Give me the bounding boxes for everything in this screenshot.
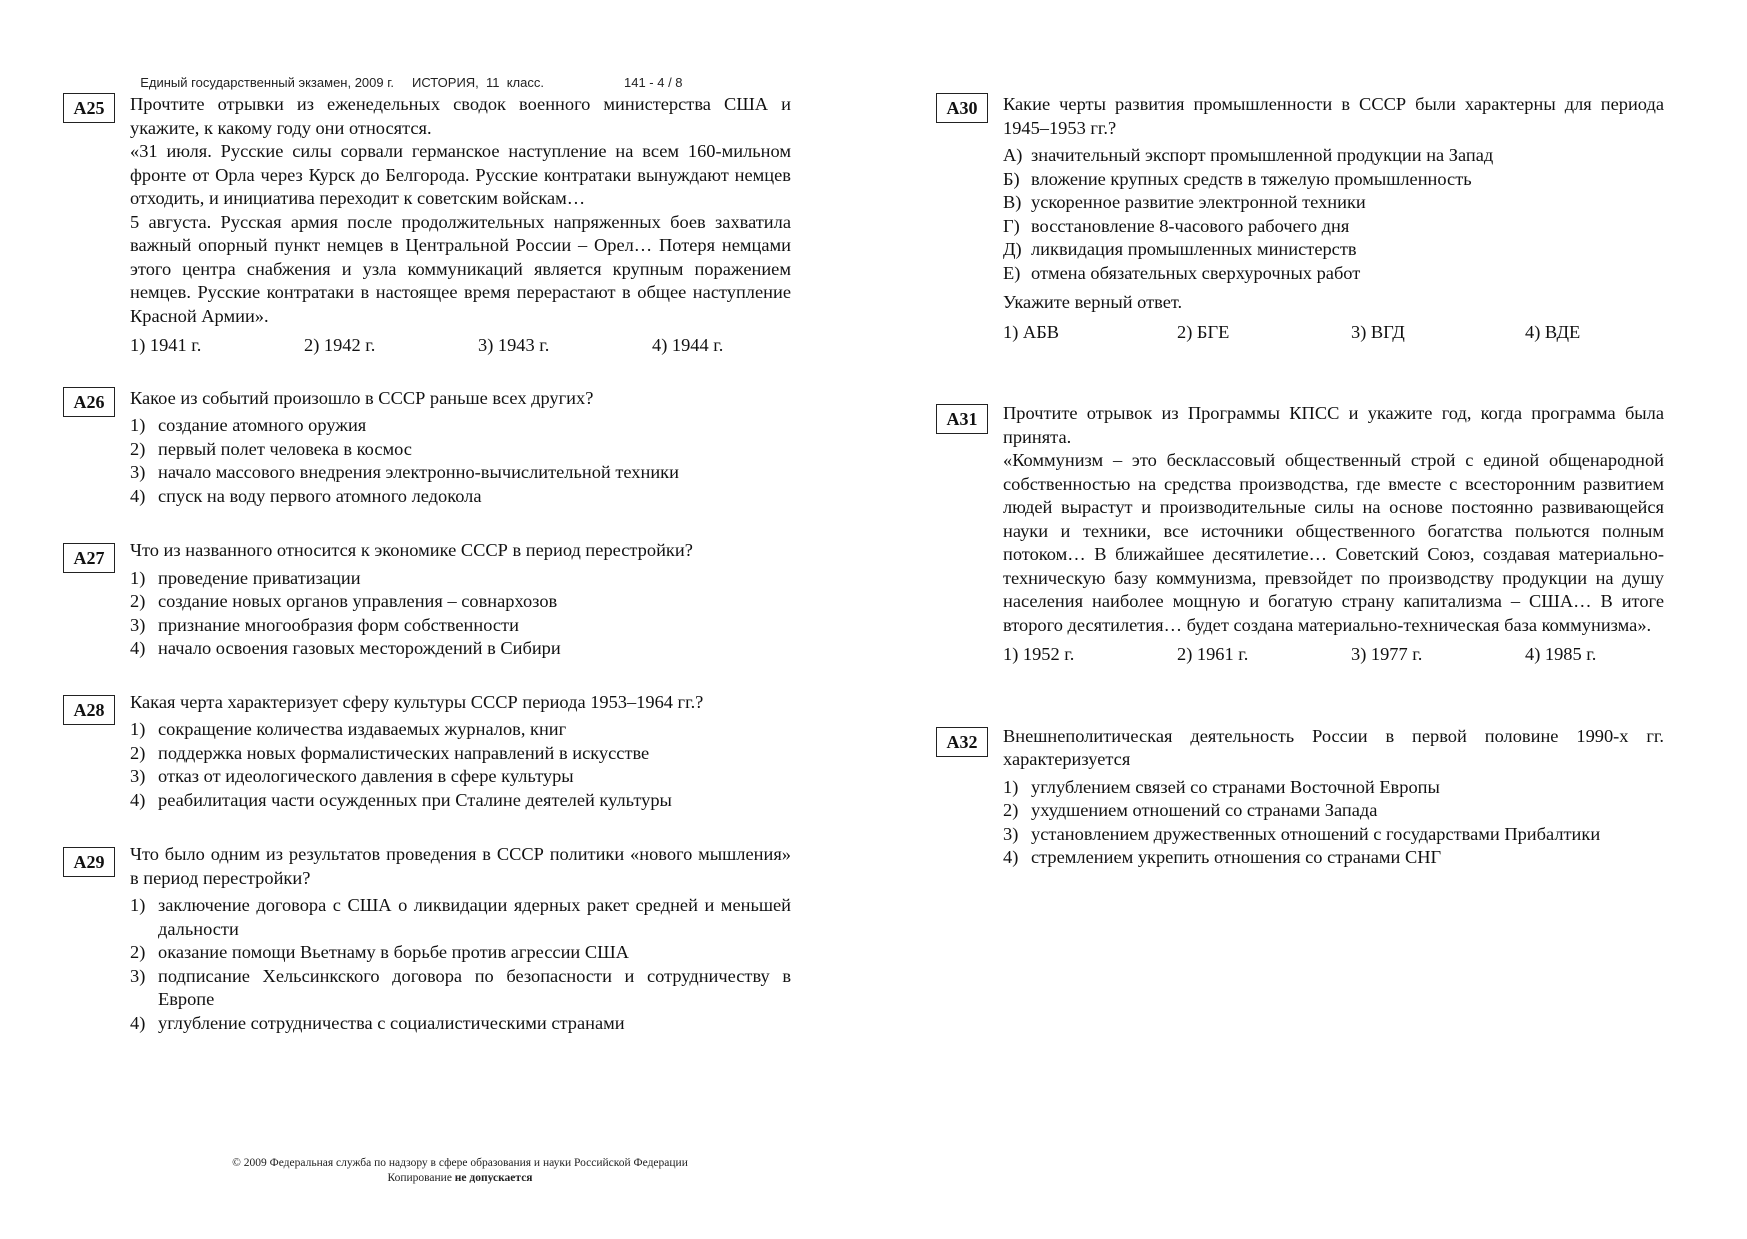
copy-notice-bold: не допускается	[454, 1172, 533, 1184]
option-text: создание атомного оружия	[158, 415, 367, 435]
option-item[interactable]	[1003, 823, 1630, 847]
option-item[interactable]	[130, 567, 791, 591]
option-text: оказание помощи Вьетнаму в борьбе против агрессии США	[158, 942, 629, 962]
option-letter: Д)	[1003, 239, 1022, 259]
option-number: 4)	[130, 638, 146, 658]
subject-title: ИСТОРИЯ, 11 класс.	[412, 75, 544, 90]
option-number: 1)	[130, 895, 146, 915]
answer-option[interactable]: 1) 1952 г.	[1003, 644, 1075, 664]
option-item[interactable]	[130, 414, 791, 438]
option-number: 3)	[130, 766, 146, 786]
option-text: отмена обязательных сверхурочных работ	[1031, 262, 1361, 283]
option-text: восстановление 8-часового рабочего дня	[1031, 215, 1350, 236]
options-list	[130, 718, 791, 812]
option-item	[1003, 168, 1664, 192]
option-item[interactable]	[130, 765, 791, 789]
option-text: углубление сотрудничества с социалистическими странами	[158, 1012, 625, 1033]
option-text: значительный экспорт промышленной продукции на Запад	[1031, 145, 1494, 165]
answer-option[interactable]: 2) 1961 г.	[1177, 644, 1249, 664]
option-number: 1)	[1003, 776, 1019, 797]
answer-row	[1003, 321, 1664, 345]
option-letter: Е)	[1003, 262, 1021, 283]
option-number: 1)	[130, 415, 146, 435]
option-item[interactable]	[130, 438, 791, 462]
answer-option[interactable]: 3) ВГД	[1351, 321, 1405, 342]
option-item[interactable]	[130, 614, 791, 638]
question-a28	[63, 691, 791, 813]
page-footer	[195, 1156, 725, 1186]
answer-option[interactable]: 4) 1944 г.	[652, 335, 724, 355]
question-label: А32	[936, 727, 988, 757]
answer-option[interactable]: 2) 1942 г.	[304, 335, 376, 355]
copy-notice-prefix: Копирование	[387, 1172, 455, 1184]
option-number: 2)	[130, 438, 146, 459]
option-text: реабилитация части осужденных при Сталине деятелей культуры	[158, 789, 672, 810]
option-item[interactable]	[130, 965, 791, 1012]
option-item	[1003, 144, 1664, 168]
left-column	[63, 93, 791, 1035]
option-letter: В)	[1003, 192, 1022, 212]
option-text: сокращение количества издаваемых журналов, книг	[158, 719, 567, 739]
option-text: создание новых органов управления – совнархозов	[158, 591, 558, 611]
option-item[interactable]	[130, 718, 791, 742]
answer-option[interactable]: 3) 1943 г.	[478, 335, 550, 355]
option-text: начало массового внедрения электронно-вычислительной техники	[158, 462, 679, 482]
option-number: 3)	[1003, 823, 1019, 844]
quote-paragraph: «31 июля. Русские силы сорвали германское наступление на всем 160-мильном фронте от Орла через Курск до Белгорода. Русские контратаки вынуждают немцев отходить, и инициатива переходит к советским войскам…	[130, 141, 791, 208]
question-a29	[63, 843, 791, 1035]
option-text: установлением дружественных отношений с государствами Прибалтики	[1031, 823, 1601, 844]
question-label: А28	[63, 695, 115, 725]
question-label: А25	[63, 93, 115, 123]
answer-option[interactable]: 2) БГЕ	[1177, 321, 1230, 342]
option-item	[1003, 215, 1664, 239]
answer-prompt: Укажите верный ответ.	[1003, 292, 1183, 312]
option-text: спуск на воду первого атомного ледокола	[158, 485, 482, 506]
options-list	[1003, 776, 1630, 870]
option-number: 2)	[130, 591, 146, 611]
option-text: вложение крупных средств в тяжелую промышленность	[1031, 168, 1472, 189]
question-a31	[936, 402, 1664, 667]
option-item[interactable]	[130, 461, 791, 485]
options-list	[1003, 144, 1664, 285]
option-number: 4)	[130, 485, 146, 506]
exam-title: Единый государственный экзамен, 2009 г.	[140, 75, 394, 90]
option-item[interactable]	[130, 894, 791, 941]
question-a25	[63, 93, 791, 358]
option-letter: А)	[1003, 145, 1023, 165]
question-stem: Что из названного относится к экономике СССР в период перестройки?	[130, 540, 693, 560]
option-text: отказ от идеологического давления в сфере культуры	[158, 766, 574, 786]
option-item[interactable]	[130, 485, 791, 509]
option-text: подписание Хельсинкского договора по безопасности и сотрудничеству в Европе	[158, 965, 791, 1009]
question-label: А30	[936, 93, 988, 123]
answer-row	[1003, 643, 1664, 667]
option-number: 4)	[130, 1012, 146, 1033]
option-item[interactable]	[130, 590, 791, 614]
quote-paragraph: 5 августа. Русская армия после продолжительных напряженных боев захватила важный опорный пункт немцев в Центральной России – Орел… Потеря немцами этого центра снабжения и узла коммуникаций является крупным поражением немцев. Русские контратаки в настоящее время перерастают в общее наступление Красной Армии».	[130, 211, 791, 326]
option-number: 1)	[130, 719, 146, 739]
option-text: заключение договора с США о ликвидации ядерных ракет средней и меньшей дальности	[158, 895, 791, 939]
options-list	[130, 567, 791, 661]
right-column	[936, 93, 1664, 870]
option-text: первый полет человека в космос	[158, 438, 412, 459]
question-stem: Прочтите отрывки из еженедельных сводок военного министерства США и укажите, к какому году они относятся.	[130, 94, 791, 138]
question-label: А29	[63, 847, 115, 877]
option-item[interactable]	[130, 941, 791, 965]
option-text: углублением связей со странами Восточной Европы	[1031, 776, 1440, 797]
answer-option[interactable]: 4) ВДЕ	[1525, 321, 1581, 342]
question-a32	[936, 725, 1664, 870]
option-number: 4)	[130, 789, 146, 810]
option-number: 2)	[130, 942, 146, 962]
question-a26	[63, 387, 791, 509]
option-item[interactable]	[130, 1012, 791, 1036]
option-number: 3)	[130, 462, 146, 482]
option-text: стремлением укрепить отношения со странами СНГ	[1031, 847, 1442, 867]
option-number: 2)	[1003, 800, 1019, 820]
question-a27	[63, 539, 791, 661]
option-item	[1003, 238, 1664, 262]
copy-notice	[195, 1171, 725, 1186]
option-text: ликвидация промышленных министерств	[1031, 239, 1357, 259]
answer-row	[130, 334, 791, 358]
option-number: 3)	[130, 965, 146, 986]
question-stem: Внешнеполитическая деятельность России в первой половине 1990-х гг. характеризуется	[1003, 725, 1664, 769]
question-stem: Какая черта характеризует сферу культуры СССР периода 1953–1964 гг.?	[130, 691, 704, 712]
answer-option[interactable]: 1) 1941 г.	[130, 335, 202, 355]
option-text: проведение приватизации	[158, 567, 361, 588]
option-number: 1)	[130, 567, 146, 588]
page-header	[133, 60, 683, 90]
question-stem: Прочтите отрывок из Программы КПСС и укажите год, когда программа была принята.	[1003, 403, 1664, 447]
option-item[interactable]	[130, 637, 791, 661]
option-number: 2)	[130, 742, 146, 763]
option-text: начало освоения газовых месторождений в Сибири	[158, 638, 561, 658]
option-item[interactable]	[1003, 776, 1630, 800]
option-letter: Б)	[1003, 168, 1020, 189]
answer-option[interactable]: 1) АБВ	[1003, 321, 1060, 342]
answer-option[interactable]: 4) 1985 г.	[1525, 644, 1597, 664]
option-item	[1003, 262, 1664, 286]
option-letter: Г)	[1003, 215, 1020, 236]
options-list	[130, 414, 791, 508]
copyright-line: © 2009 Федеральная служба по надзору в сфере образования и науки Российской Федерации	[232, 1157, 688, 1169]
option-text: поддержка новых формалистических направлений в искусстве	[158, 742, 650, 763]
option-number: 3)	[130, 614, 146, 635]
options-list	[130, 894, 791, 1035]
quote-paragraph: «Коммунизм – это бесклассовый общественный строй с единой общенародной собственностью на средства производства, где вместе с всесторонним развитием людей вырастут и производительные силы на основе постоянно развивающейся науки и техники, все источники общественного богатства польются полным потоком… В ближайшее десятилетие… Советский Союз, создавая материально-техническую базу коммунизма, превзойдет по производству продукции на душу населения наиболее мощную и богатую страну капитализма – США… В итоге второго десятилетия… будет создана материально-техническая база коммунизма».	[1003, 450, 1664, 635]
question-label: А26	[63, 387, 115, 417]
option-item[interactable]	[1003, 846, 1630, 870]
question-label: А27	[63, 543, 115, 573]
page-number: 141 - 4 / 8	[624, 75, 683, 90]
question-label: А31	[936, 404, 988, 434]
question-a30	[936, 93, 1664, 344]
option-text: признание многообразия форм собственности	[158, 614, 519, 635]
option-item[interactable]	[1003, 799, 1630, 823]
option-number: 4)	[1003, 847, 1019, 867]
option-item[interactable]	[130, 742, 791, 766]
option-item[interactable]	[130, 789, 791, 813]
question-stem: Что было одним из результатов проведения в СССР политики «нового мышления» в период перестройки?	[130, 844, 791, 888]
option-text: ускоренное развитие электронной техники	[1031, 192, 1366, 212]
question-stem: Какое из событий произошло в СССР раньше всех других?	[130, 387, 594, 408]
answer-option[interactable]: 3) 1977 г.	[1351, 644, 1423, 664]
question-stem: Какие черты развития промышленности в СССР были характерны для периода 1945–1953 гг.?	[1003, 94, 1664, 138]
option-item	[1003, 191, 1664, 215]
option-text: ухудшением отношений со странами Запада	[1031, 800, 1378, 820]
